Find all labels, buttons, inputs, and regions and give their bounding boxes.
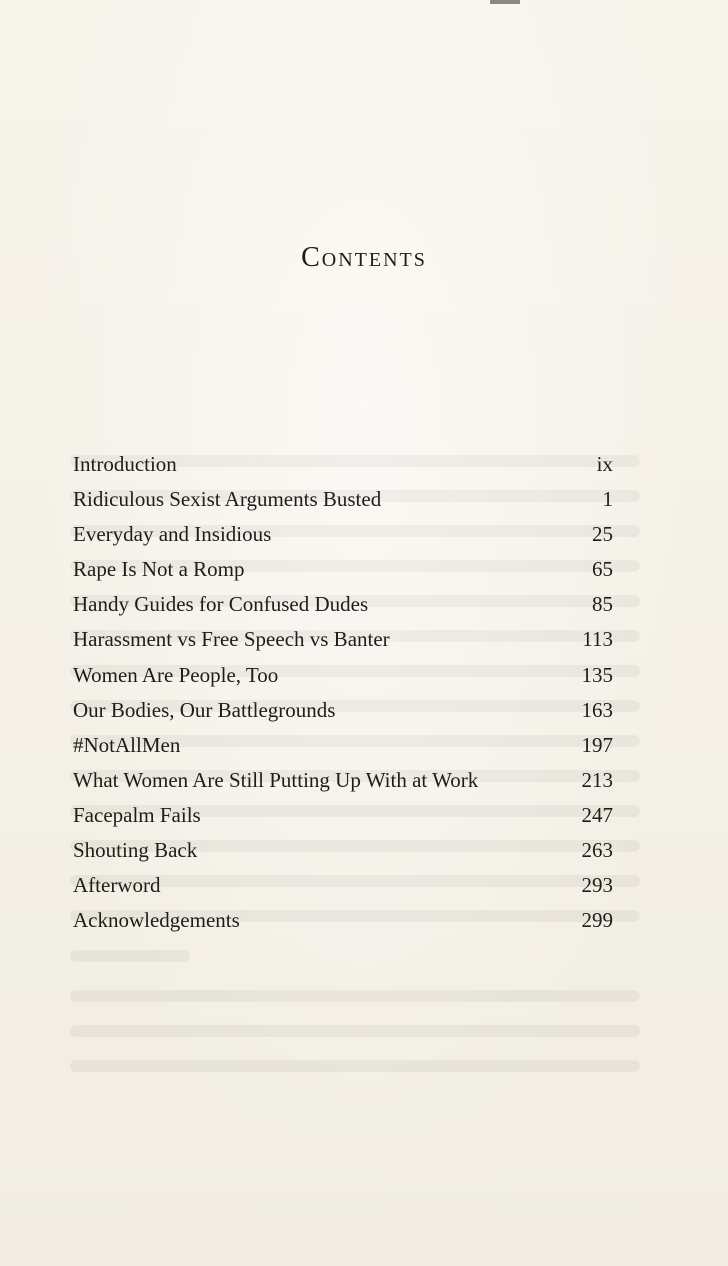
toc-entry-title: What Women Are Still Putting Up With at Work <box>73 767 479 792</box>
page-edge-mark <box>490 0 520 4</box>
toc-entry[interactable] <box>73 517 613 552</box>
toc-entry[interactable] <box>73 552 613 587</box>
toc-entry-page: 1 <box>602 487 613 512</box>
toc-entry-title: Rape Is Not a Romp <box>73 557 245 582</box>
toc-entry-page: 85 <box>592 592 613 617</box>
toc-entry-title: Everyday and Insidious <box>73 522 272 547</box>
page-title: Contents <box>301 242 427 273</box>
toc-entry-title: Our Bodies, Our Battlegrounds <box>73 697 336 722</box>
toc-entry-title: Harassment vs Free Speech vs Banter <box>73 627 390 652</box>
toc-entry[interactable] <box>73 728 613 763</box>
toc-entry[interactable] <box>73 693 613 728</box>
toc-entry-title: Shouting Back <box>73 838 198 863</box>
toc-entry-title: Women Are People, Too <box>73 662 279 687</box>
toc-entry-page: 263 <box>581 838 613 863</box>
toc-entry[interactable] <box>73 763 613 798</box>
toc-entry[interactable] <box>73 587 613 622</box>
toc-entry-title: Facepalm Fails <box>73 802 201 827</box>
toc-entry[interactable] <box>73 833 613 868</box>
toc-entry-title: Ridiculous Sexist Arguments Busted <box>73 487 382 512</box>
toc-entry-page: ix <box>596 452 613 476</box>
toc-entry[interactable] <box>73 482 613 517</box>
table-of-contents <box>73 447 613 938</box>
toc-entry-page: 213 <box>581 767 613 792</box>
toc-entry[interactable] <box>73 798 613 833</box>
toc-entry-page: 197 <box>581 732 613 757</box>
toc-entry[interactable] <box>73 658 613 693</box>
toc-entry-title: Introduction <box>73 452 177 476</box>
toc-entry-page: 65 <box>592 557 613 582</box>
toc-entry-page: 293 <box>581 873 613 898</box>
toc-entry-page: 163 <box>581 697 613 722</box>
toc-entry-page: 299 <box>581 908 613 933</box>
toc-entry[interactable] <box>73 622 613 657</box>
toc-entry[interactable] <box>73 868 613 903</box>
toc-entry-page: 247 <box>581 802 613 827</box>
toc-entry[interactable] <box>73 447 613 482</box>
toc-entry-title: #NotAllMen <box>73 732 181 757</box>
toc-entry-page: 113 <box>582 627 613 652</box>
toc-entry-title: Acknowledgements <box>73 908 240 933</box>
toc-entry-page: 25 <box>592 522 613 547</box>
toc-entry[interactable] <box>73 903 613 938</box>
toc-entry-title: Afterword <box>73 873 161 898</box>
toc-entry-title: Handy Guides for Confused Dudes <box>73 592 369 617</box>
toc-entry-page: 135 <box>581 662 613 687</box>
